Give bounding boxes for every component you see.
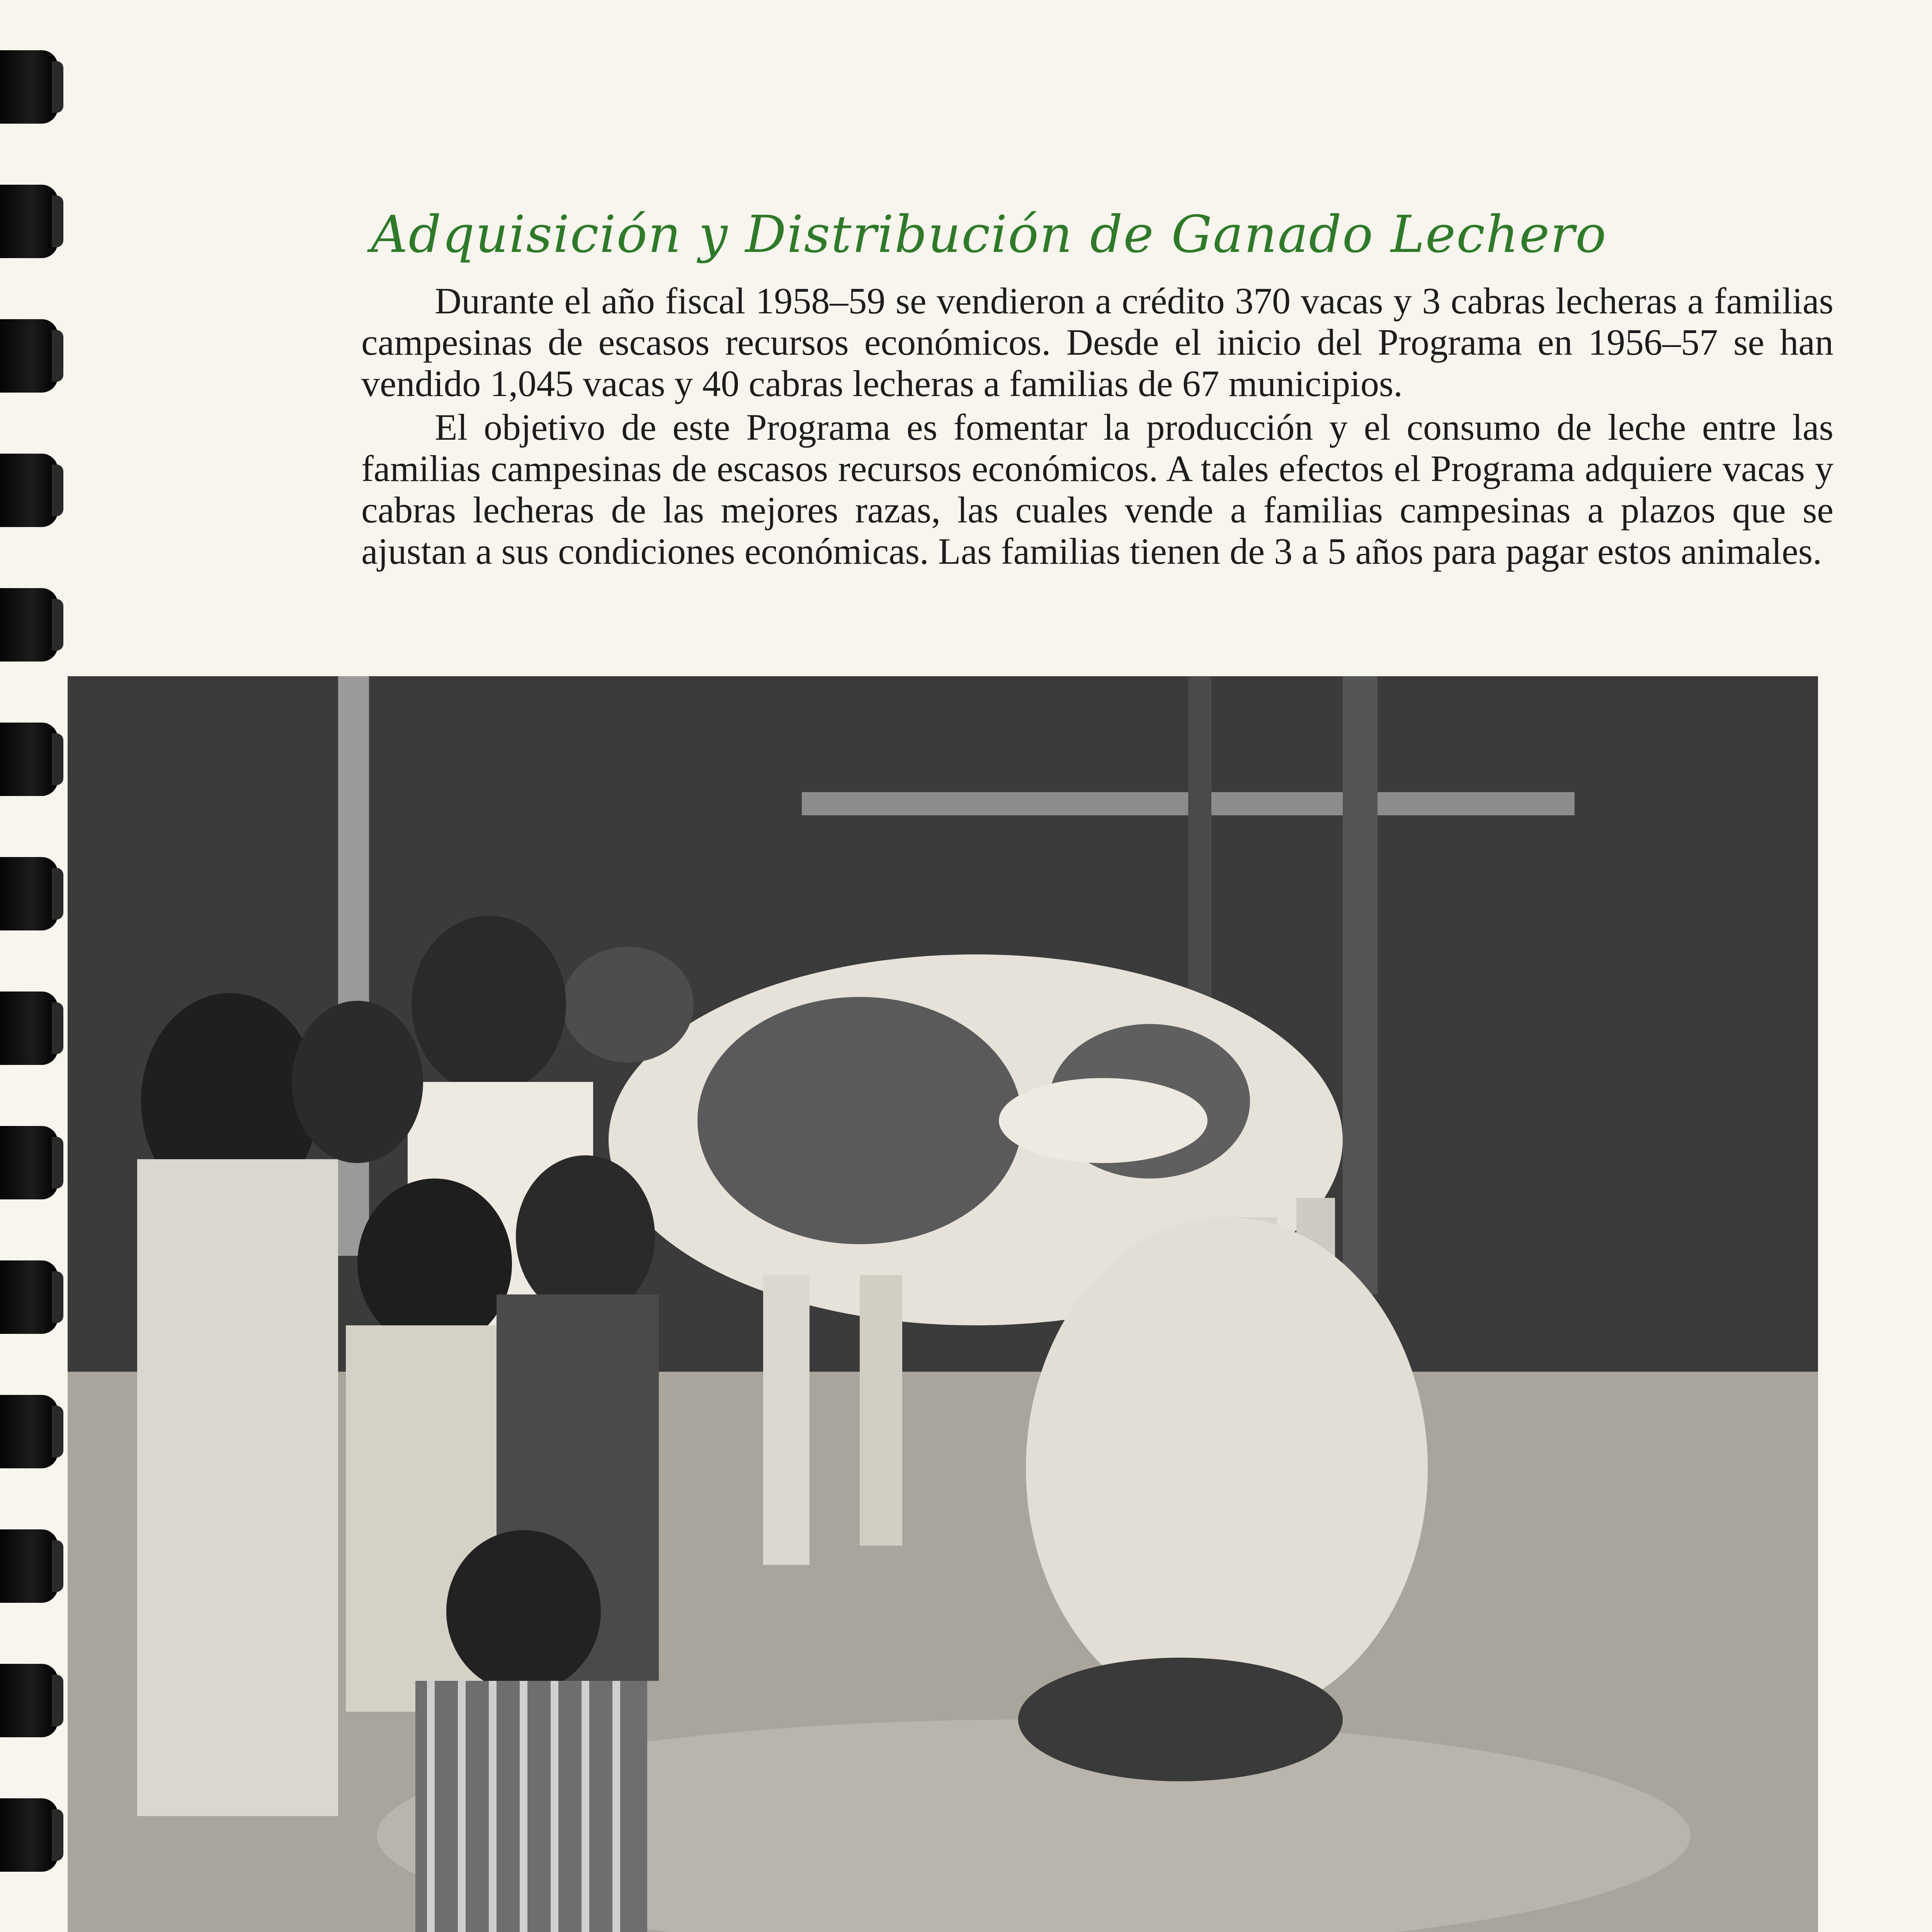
binding-coil bbox=[0, 857, 58, 930]
paragraph-2: El objetivo de este Programa es fomentar la producción y el consumo de leche entre las familias campesinas de escasos recursos económicos. A tales efectos el Programa adquiere vacas y cabras lecheras de las mejores razas, las cuales vende a familias campesinas a plazos que se ajustan a sus condiciones económicas. Las familias tienen de 3 a 5 años para pagar estos animales. bbox=[361, 406, 1833, 572]
binding-coil bbox=[0, 588, 58, 662]
paragraph-1: Durante el año fiscal 1958–59 se vendieron a crédito 370 vacas y 3 cabras lecheras a familias campesinas de escasos recursos económicos. Desde el inicio del Programa en 1956–57 se han vendido 1,045 vacas y 40 cabras lecheras a familias de 67 municipios. bbox=[361, 280, 1833, 404]
binding-coil bbox=[0, 454, 58, 527]
binding-coil bbox=[0, 50, 58, 124]
binding-coil bbox=[0, 319, 58, 393]
photo-illustration bbox=[68, 676, 1818, 1932]
binding-coil bbox=[0, 1798, 58, 1872]
binding-coil bbox=[0, 723, 58, 796]
section-heading: Adquisición y Distribución de Ganado Lechero bbox=[371, 205, 1607, 264]
binding-coil bbox=[0, 185, 58, 258]
binding-coil bbox=[0, 992, 58, 1065]
binding-coil bbox=[0, 1529, 58, 1603]
binding-coil bbox=[0, 1664, 58, 1737]
binding-coil bbox=[0, 1260, 58, 1334]
photograph-family-milking-cow bbox=[68, 676, 1818, 1932]
body-text bbox=[361, 280, 1833, 572]
binding-coil bbox=[0, 1126, 58, 1199]
binding-coil bbox=[0, 1395, 58, 1468]
